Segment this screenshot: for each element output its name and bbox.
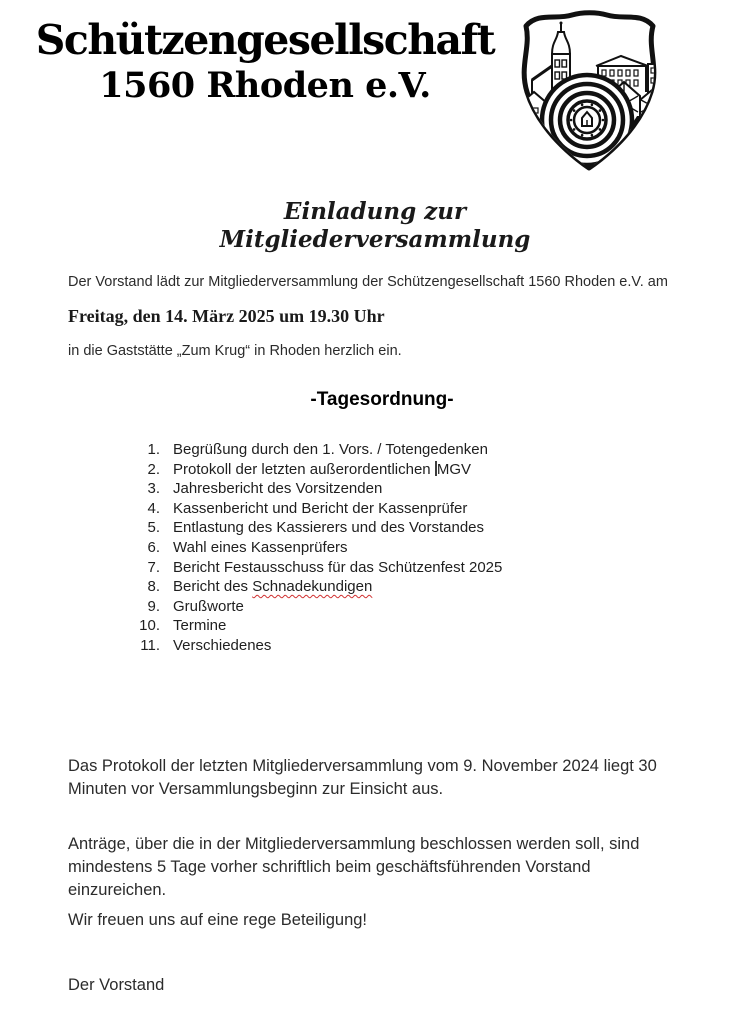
agenda-item-text: Grußworte [173,597,244,615]
agenda-item-text-prefix: Bericht des [173,578,249,596]
meeting-date-line: Freitag, den 14. März 2025 um 19.30 Uhr [68,306,385,326]
agenda-heading: -Tagesordnung- [310,389,454,410]
agenda-item-number: 9. [147,597,160,615]
agenda-item-text [173,577,372,597]
participation-line: Wir freuen uns auf eine rege Beteiligung! [68,911,368,929]
title-line-2: Mitgliederversammlung [219,226,531,253]
club-name-line1: Schützengesellschaft [35,16,495,64]
agenda-item-7 [138,558,502,578]
shooting-target [542,75,632,165]
agenda-item-number: 6. [147,538,160,556]
agenda-item-text [173,460,471,480]
agenda-item-number: 11. [140,636,160,654]
agenda-item-number: 1. [147,441,160,458]
club-name [35,14,495,106]
agenda-item-number: 7. [147,558,160,576]
agenda-item-text-before-cursor: Protokoll der letzten außerordentlichen [173,460,431,478]
misspelled-word: Schnadekundigen [252,578,373,596]
protocol-note: Das Protokoll der letzten Mitgliederversammlung vom 9. November 2024 liegt 30 Minuten vor Versammlungsbeginn zur Einsicht aus. [68,757,657,798]
club-name-line2: 1560 Rhoden e.V. [99,65,431,106]
agenda-item-text: Verschiedenes [173,636,272,654]
intro-paragraph: Der Vorstand lädt zur Mitgliederversammlung der Schützengesellschaft 1560 Rhoden e.V. am [68,274,668,290]
agenda-list [138,440,502,656]
agenda-item-number: 3. [147,480,160,498]
agenda-item-1 [138,440,502,460]
agenda-item-5 [138,518,502,538]
agenda-item-text: Wahl eines Kassenprüfers [173,538,348,556]
agenda-item-text: Entlastung des Kassierers und des Vorstandes [173,519,485,537]
agenda-item-10 [138,616,502,636]
agenda-item-8 [138,577,502,597]
agenda-item-6 [138,538,502,558]
agenda-item-text: Termine [173,617,227,635]
agenda-item-number: 5. [147,519,160,537]
agenda-item-text: Kassenbericht und Bericht der Kassenprüfer [173,499,468,517]
agenda-item-number: 4. [147,499,160,517]
agenda-item-number: 10. [139,617,160,635]
agenda-item-text: Jahresbericht des Vorsitzenden [173,480,383,498]
title-line-1: Einladung zur [283,198,467,225]
agenda-item-9 [138,597,502,617]
agenda-item-4 [138,499,502,519]
club-crest-logo [512,2,667,177]
motions-note: Anträge, über die in der Mitgliederversammlung beschlossen werden soll, sind mindestens 5 Tage vorher schriftlich beim geschäftsführenden Vorstand einzureichen. [68,835,640,899]
signature-line: Der Vorstand [68,976,165,994]
agenda-item-text: Bericht Festausschuss für das Schützenfest 2025 [173,558,503,576]
agenda-item-number: 2. [147,460,160,478]
document-title [10,198,730,254]
agenda-item-text: Begrüßung durch den 1. Vors. / Totengedenken [173,441,488,458]
meeting-location-line: in die Gaststätte „Zum Krug“ in Rhoden herzlich ein. [68,343,402,359]
agenda-item-text-after-cursor: MGV [436,460,471,478]
agenda-item-11 [138,636,502,656]
agenda-item-3 [138,479,502,499]
agenda-item-number: 8. [147,578,160,596]
agenda-item-2 [138,460,502,480]
